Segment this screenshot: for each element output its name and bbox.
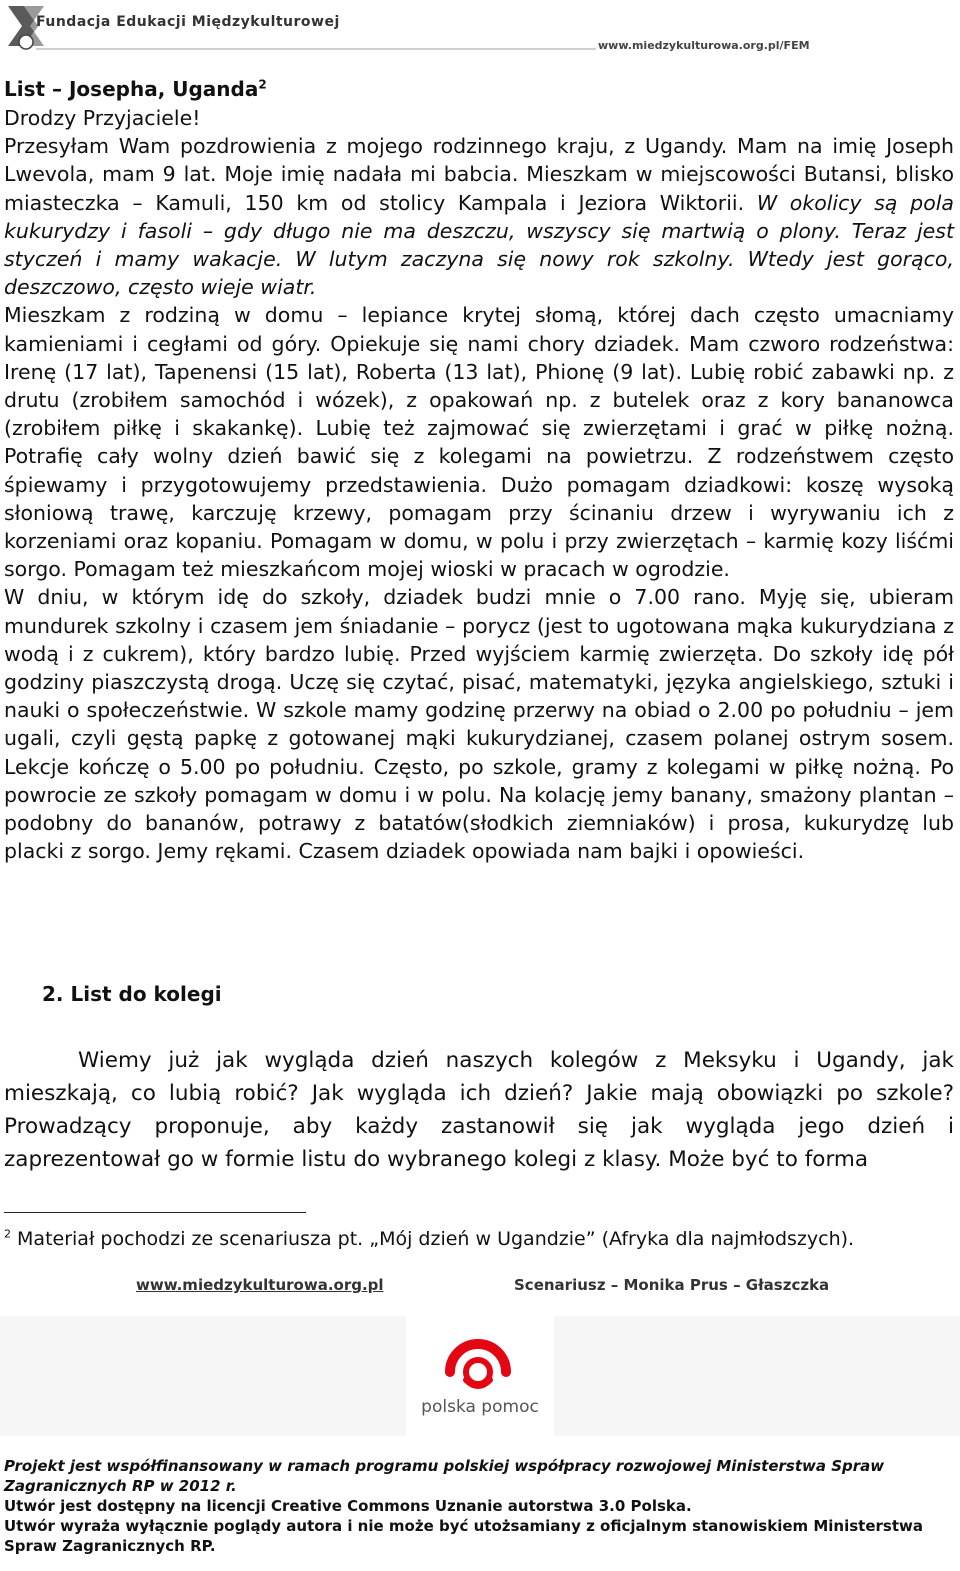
license-note: Utwór jest dostępny na licencji Creative Commons Uznanie autorstwa 3.0 Polska.: [4, 1497, 692, 1515]
disclaimer-note: Utwór wyraża wyłącznie poglądy autora i nie może być utożsamiany z oficjalnym stanowiskiem Ministerstwa Spraw Zagranicznych RP.: [4, 1517, 923, 1555]
footer-author: Scenariusz – Monika Prus – Głaszczka: [514, 1276, 830, 1294]
letter-greeting: Drodzy Przyjaciele!: [4, 106, 201, 130]
footnote: [4, 1226, 854, 1252]
letter-text: Przesyłam Wam pozdrowienia z mojego rodzinnego kraju, z Ugandy. Mam na imię Joseph Lwevola, mam 9 lat. Moje imię nadała mi babcia. Mieszkam w miejscowości Butansi, blisko miasteczka – Kamuli, 150 km od stolicy Kampala i Jeziora Wiktorii.: [4, 134, 954, 215]
letter-body: [4, 104, 954, 865]
polska-pomoc-text: polska pomoc: [421, 1397, 539, 1417]
letter-paragraph: [4, 132, 954, 301]
letter-title-text: List – Josepha, Uganda: [4, 77, 259, 101]
footnote-divider: [4, 1212, 306, 1213]
section-paragraph: [4, 1044, 954, 1176]
bottom-notices: [4, 1456, 956, 1556]
footer-url-link[interactable]: www.miedzykulturowa.org.pl: [136, 1276, 384, 1294]
section-heading: 2. List do kolegi: [42, 982, 222, 1006]
polska-pomoc-logo-icon: [442, 1332, 514, 1394]
org-name: Fundacja Edukacji Międzykulturowej: [36, 14, 340, 30]
header-divider: [36, 48, 596, 50]
page-header: [0, 0, 960, 62]
section-text: Wiemy już jak wygląda dzień naszych kolegów z Meksyku i Ugandy, jak mieszkają, co lubią robić? Jak wygląda ich dzień? Jakie mają obowiązki po szkole? Prowadzący proponuje, aby każdy zastanowił się jak wygląda jego dzień i zaprezentował go w formie listu do wybranego kolegi z klasy. Może być to forma: [4, 1048, 954, 1172]
letter-paragraph: Mieszkam z rodziną w domu – lepiance krytej słomą, której dach często umacniamy kamieniami i cegłami od góry. Opiekuje się nami chory dziadek. Mam czworo rodzeństwa: Irenę (17 lat), Tapenensi (15 lat), Roberta (13 lat), Phionę (9 lat). Lubię robić zabawki np. z drutu (zrobiłem samochód i wózek), z opakowań np. z butelek oraz z kory bananowca (zrobiłem piłkę i skakankę). Lubię też zajmować się zwierzętami i grać w piłkę nożną. Potrafię cały wolny dzień bawić się z kolegami na powietrzu. Z rodzeństwem często śpiewamy i przygotowujemy przedstawienia. Dużo pomagam dziadkowi: koszę wysoką słoniową trawę, karczuję krzewy, pomagam przy ścinaniu drzew i wyrywaniu ich z korzeniami oraz kopaniu. Pomagam w domu, w polu i przy zwierzętach – karmię kozy liśćmi sorgo. Pomagam też mieszkańcom mojej wioski w pracach w ogrodzie.: [4, 303, 954, 582]
letter-section: [4, 74, 954, 865]
header-url[interactable]: www.miedzykulturowa.org.pl/FEM: [598, 39, 810, 52]
letter-paragraph: W dniu, w którym idę do szkoły, dziadek budzi mnie o 7.00 rano. Myję się, ubieram mundurek szkolny i czasem jem śniadanie – porycz (jest to ugotowana mąka kukurydziana z wodą i z cukrem), który bardzo lubię. Przed wyjściem karmię zwierzęta. Do szkoły idę pół godziny piaszczystą drogą. Uczę się czytać, pisać, matematyki, języka angielskiego, sztuki i nauki o społeczeństwie. W szkole mamy godzinę przerwy na obiad o 2.00 po południu – jem ugali, czyli gęstą papkę z gotowanej mąki kukurydzianej, czasem polanej ostrym sosem. Lekcje kończę o 5.00 po południu. Często, po szkole, gramy z kolegami w piłkę nożną. Po powrocie ze szkoły pomagam w domu i w polu. Na kolację jemy banany, smażony plantan – podobny do bananów, potrawy z batatów(słodkich ziemniaków) i prosa, kukurydzę lub placki z sorgo. Jemy rękami. Czasem dziadek opowiada nam bajki i opowieści.: [4, 585, 954, 864]
footnote-ref[interactable]: 2: [258, 77, 267, 92]
footnote-number: 2: [4, 1227, 11, 1241]
funding-note: Projekt jest współfinansowany w ramach programu polskiej współpracy rozwojowej Ministerstwa Spraw Zagranicznych RP w 2012 r.: [4, 1457, 885, 1495]
letter-text-italic: W okolicy są pola kukurydzy i fasoli – gdy długo nie ma deszczu, wszyscy się martwią o plony. Teraz jest styczeń i mamy wakacje. W lutym zaczyna się nowy rok szkolny. Wtedy jest gorąco, deszczowo, często wieje wiatr.: [4, 190, 954, 300]
footnote-text: Materiał pochodzi ze scenariusza pt. „Mój dzień w Ugandzie” (Afryka dla najmłodszych).: [11, 1228, 855, 1250]
letter-title: [4, 74, 954, 104]
